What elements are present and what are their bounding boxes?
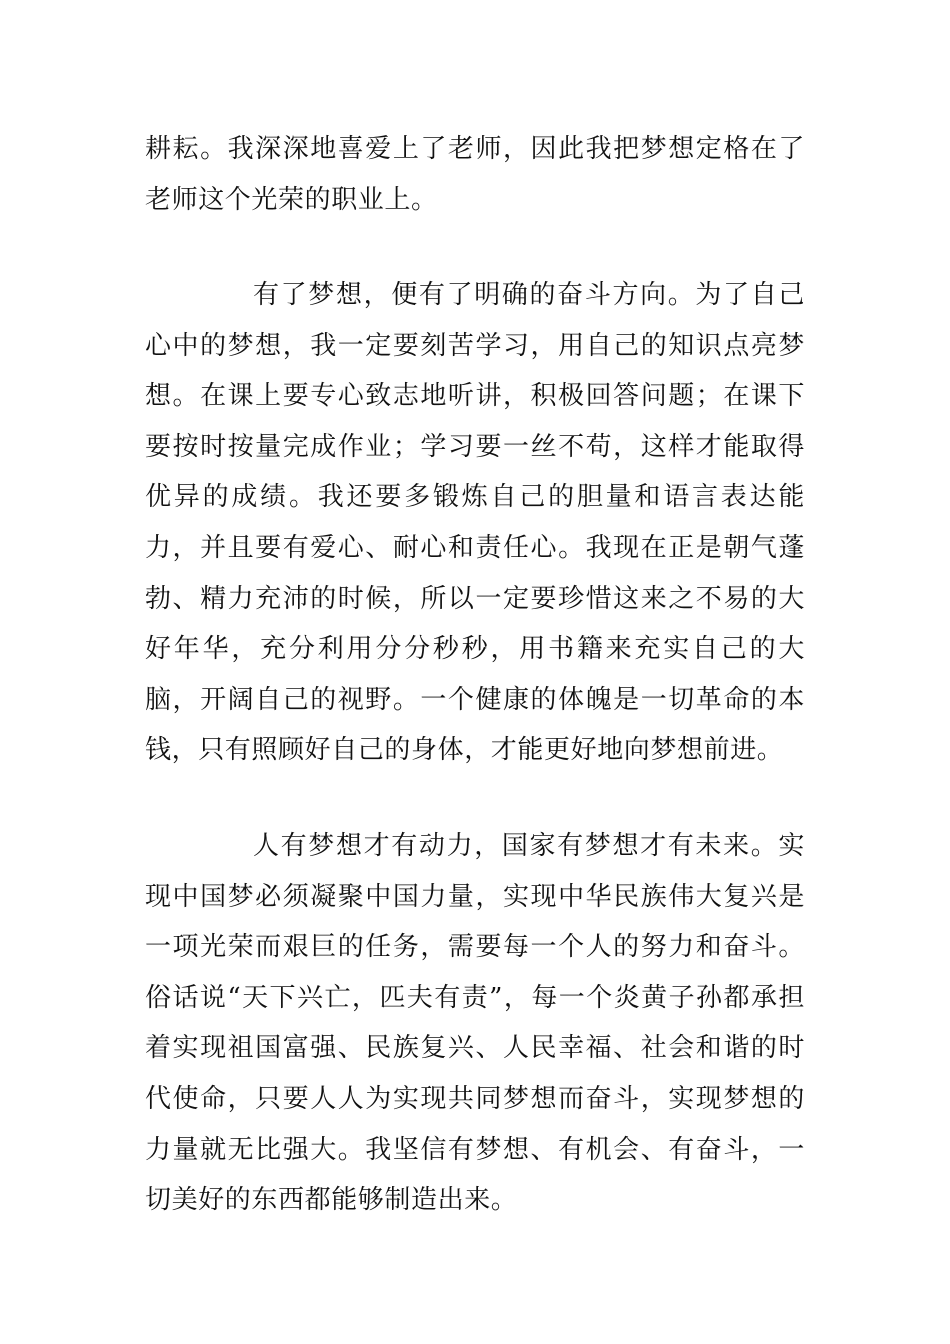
- paragraph-continuation: 耕耘。我深深地喜爱上了老师，因此我把梦想定格在了老师这个光荣的职业上。: [145, 134, 805, 215]
- paragraph-china-dream: 人有梦想才有动力，国家有梦想才有未来。实现中国梦必须凝聚中国力量，实现中华民族伟大复兴是一项光荣而艰巨的任务，需要每一个人的努力和奋斗。俗话说“天下兴亡，匹夫有责”，每一个炎黄子孙都承担着实现祖国富强、民族复兴、人民幸福、社会和谐的时代使命，只要人人为实现共同梦想而奋斗，实现梦想的力量就无比强大。我坚信有梦想、有机会、有奋斗，一切美好的东西都能够制造出来。: [145, 831, 805, 1216]
- paragraph-dream-direction: 有了梦想，便有了明确的奋斗方向。为了自己心中的梦想，我一定要刻苦学习，用自己的知识点亮梦想。在课上要专心致志地听讲，积极回答问题；在课下要按时按量完成作业；学习要一丝不苟，这样才能取得优异的成绩。我还要多锻炼自己的胆量和语言表达能力，并且要有爱心、耐心和责任心。我现在正是朝气蓬勃、精力充沛的时候，所以一定要珍惜这来之不易的大好年华，充分利用分分秒秒，用书籍来充实自己的大脑，开阔自己的视野。一个健康的体魄是一切革命的本钱，只有照顾好自己的身体，才能更好地向梦想前进。: [145, 280, 805, 766]
